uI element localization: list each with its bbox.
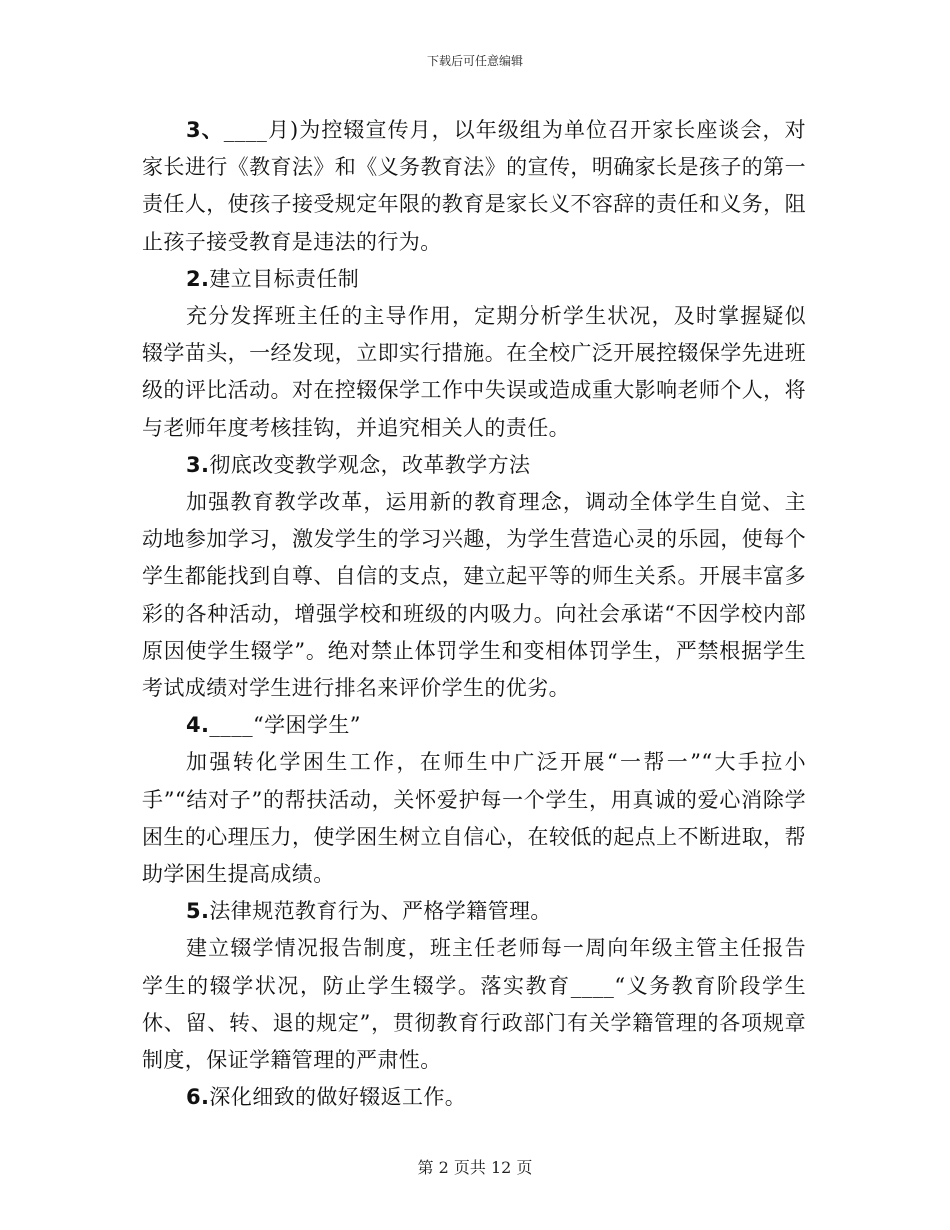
paragraph-3-publicity (142, 112, 806, 261)
heading-number: 6. (186, 1085, 210, 1110)
page-header: 下载后可任意编辑 (426, 54, 523, 68)
section-heading-3 (142, 447, 806, 484)
heading-number: 3. (186, 452, 210, 477)
item-number: 3、 (186, 118, 224, 142)
section-heading-5 (142, 893, 806, 930)
heading-number: 2. (186, 266, 210, 291)
heading-text: 建立目标责任制 (209, 266, 360, 291)
paragraph-responsibility: 充分发挥班主任的主导作用，定期分析学生状况，及时掌握疑似辍学苗头，一经发现，立即实行措施。在全校广泛开展控辍保学先进班级的评比活动。对在控辍保学工作中失误或造成重大影响老师个人，将与老师年度考核挂钩，并追究相关人的责任。 (142, 304, 806, 440)
section-heading-4 (142, 707, 806, 744)
heading-number: 5. (186, 899, 210, 924)
paragraph-struggling-students: 加强转化学困生工作，在师生中广泛开展“一帮一”“大手拉小手”“结对子”的帮扶活动，关怀爱护每一个学生，用真诚的爱心消除学困生的心理压力，使学困生树立自信心，在较低的起点上不断进取，帮助学困生提高成绩。 (142, 750, 806, 887)
section-heading-6 (142, 1079, 806, 1116)
paragraph-enrollment-management: 建立辍学情况报告制度，班主任老师每一周向年级主管主任报告学生的辍学状况，防止学生辍学。落实教育____“义务教育阶段学生休、留、转、退的规定”，贯彻教育行政部门有关学籍管理的各项规章制度，保证学籍管理的严肃性。 (142, 936, 806, 1073)
page-footer: 第 2 页共 12 页 (417, 1158, 533, 1177)
heading-text: 法律规范教育行为、严格学籍管理。 (209, 899, 552, 924)
paragraph-teaching-reform: 加强教育教学改革，运用新的教育理念，调动全体学生自觉、主动地参加学习，激发学生的学习兴趣，为学生营造心灵的乐园，使每个学生都能找到自尊、自信的支点，建立起平等的师生关系。开展丰富多彩的各种活动，增强学校和班级的内吸力。向社会承诺“不因学校内部原因使学生辍学”。绝对禁止体罚学生和变相体罚学生，严禁根据学生考试成绩对学生进行排名来评价学生的优劣。 (142, 490, 806, 701)
paragraph-text: ____月)为控辍宣传月，以年级组为单位召开家长座谈会，对家长进行《教育法》和《义务教育法》的宣传，明确家长是孩子的第一责任人，使孩子接受规定年限的教育是家长义不容辞的责任和义务，阻止孩子接受教育是违法的行为。 (142, 118, 806, 254)
heading-text: 深化细致的做好辍返工作。 (209, 1085, 467, 1110)
heading-number: 4. (186, 713, 210, 738)
section-heading-2 (142, 261, 806, 298)
heading-text: ____“学困学生” (209, 713, 361, 738)
heading-text: 彻底改变教学观念，改革教学方法 (209, 452, 531, 477)
document-body (142, 112, 806, 1116)
